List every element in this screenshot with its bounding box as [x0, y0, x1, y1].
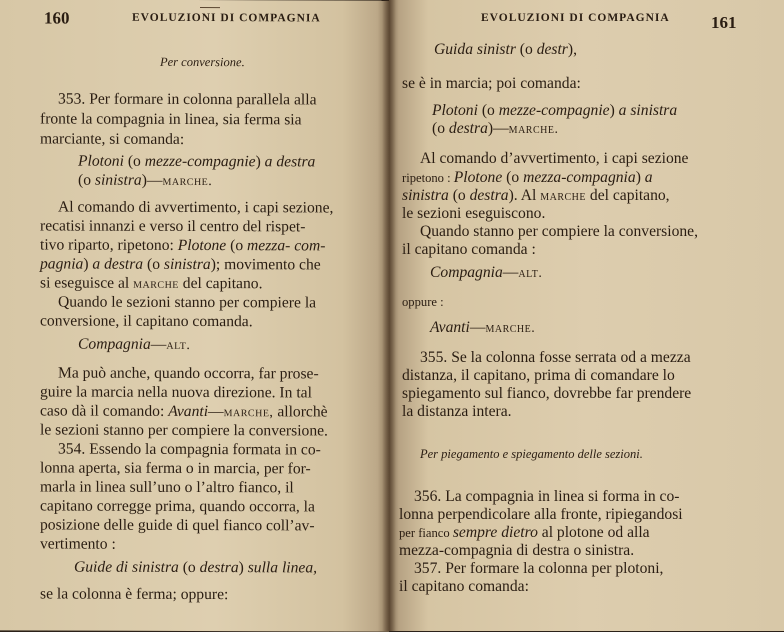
text-line: per fianco sempre dietro al plotone od alla: [399, 524, 650, 541]
header-ornament: [200, 7, 220, 8]
page-number: 161: [711, 13, 737, 32]
text-line: le sezioni stanno per compiere la conversione.: [40, 421, 328, 440]
running-head: EVOLUZIONI DI COMPAGNIA: [132, 11, 321, 25]
text-line: Quando stanno per compiere la conversione,: [420, 223, 698, 240]
right-page: [389, 0, 784, 631]
text-line: posizione delle guide di quel fianco coll’av-: [40, 516, 315, 535]
text-line: il capitano comanda :: [402, 241, 536, 258]
text-line: Al comando di avvertimento, i capi sezione,: [58, 198, 334, 217]
command-line: Plotoni (o mezze-compagnie) a destra: [78, 152, 316, 171]
text-line: marla in linea sull’uno o l’altro fianco, il: [40, 478, 294, 497]
text-line: capitano corregge prima, quando occorra, la: [40, 497, 315, 516]
page-number: 160: [44, 8, 70, 28]
text-line: recatisi innanzi e verso il centro del rispet-: [40, 217, 306, 236]
command-line: Compagnia—alt.: [430, 264, 543, 281]
text-line: guire la marcia nella nuova direzione. In tal: [40, 383, 312, 402]
command-line: Guida sinistr (o destr),: [434, 41, 577, 58]
text-line: le sezioni eseguiscono.: [402, 205, 546, 222]
command-line: Avanti—marche.: [430, 319, 536, 336]
text-line: caso dà il comando: Avanti—marche, allorchè: [40, 402, 328, 421]
text-line: conversione, il capitano comanda.: [40, 312, 253, 331]
text-line: oppure :: [402, 295, 444, 309]
text-line: vertimento :: [40, 535, 116, 553]
text-line: 353. Per formare in colonna parallela alla: [58, 90, 317, 109]
section-title: Per conversione.: [160, 54, 245, 70]
text-line: 356. La compagnia in linea si forma in co-: [414, 488, 680, 505]
text-line: mezza-compagnia di destra o sinistra.: [399, 542, 635, 559]
text-line: la distanza intera.: [402, 403, 512, 420]
text-line: tivo riparto, ripetono: Plotone (o mezza- com-: [40, 236, 326, 255]
command-line: Plotoni (o mezze-compagnie) a sinistra: [432, 102, 678, 119]
text-line: lonna aperta, sia ferma o in marcia, per for-: [40, 459, 311, 478]
command-line: Guide di sinistra (o destra) sulla linea,: [74, 558, 318, 577]
text-line: se è in marcia; poi comanda:: [402, 75, 581, 92]
command-line: (o sinistra)—marche.: [78, 171, 213, 190]
text-line: lonna perpendicolare alla fronte, ripiegandosi: [399, 506, 683, 523]
section-title: Per piegamento e spiegamento delle sezioni.: [420, 447, 643, 461]
command-line: Compagnia—alt.: [78, 335, 191, 353]
text-line: spiegamento sul fianco, dovrebbe far prendere: [402, 385, 692, 402]
text-line: Al comando d’avvertimento, i capi sezione: [420, 150, 689, 167]
text-line: si eseguisce al marche del capitano.: [40, 274, 263, 293]
command-line: (o destra)—marche.: [432, 120, 559, 137]
text-line: ripetono : Plotone (o mezza-compagnia) a: [402, 169, 653, 186]
text-line: 357. Per formare la colonna per plotoni,: [414, 560, 664, 577]
running-head: EVOLUZIONI DI COMPAGNIA: [481, 12, 670, 24]
text-line: fronte la compagnia in linea, sia ferma sia: [40, 110, 302, 129]
book-gutter: [382, 0, 396, 631]
text-line: il capitano comanda:: [399, 578, 529, 595]
text-line: Ma può anche, quando occorra, far prose-: [58, 364, 319, 383]
text-line: 355. Se la colonna fosse serrata od a mezza: [420, 349, 691, 366]
text-line: pagnia) a destra (o sinistra); movimento che: [40, 255, 321, 274]
text-line: marciante, si comanda:: [40, 130, 185, 148]
text-line: distanza, il capitano, prima di comandare lo: [402, 367, 675, 384]
text-line: 354. Essendo la compagnia formata in co-: [58, 440, 321, 459]
text-line: Quando le sezioni stanno per compiere la: [58, 293, 317, 312]
left-page: [0, 0, 389, 632]
text-line: sinistra (o destra). Al marche del capitano,: [402, 187, 670, 204]
text-line: se la colonna è ferma; oppure:: [40, 585, 229, 604]
